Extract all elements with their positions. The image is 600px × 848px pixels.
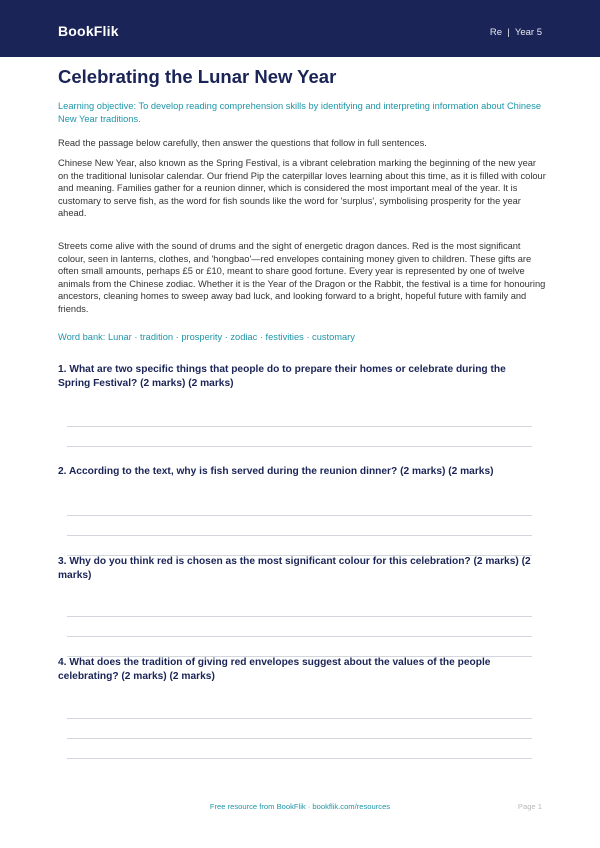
answer-line[interactable]: [67, 426, 532, 427]
answer-line[interactable]: [67, 636, 532, 637]
question-2: 2. According to the text, why is fish served during the reunion dinner? (2 marks) (2 marks): [58, 466, 494, 477]
answer-line[interactable]: [67, 718, 532, 719]
page-header: [0, 0, 600, 57]
subject-year-label: Re | Year 5: [489, 27, 542, 38]
answer-line[interactable]: [67, 758, 532, 759]
passage-paragraph: Streets come alive with the sound of drums and the sight of energetic dragon dances. Red is the most significant colour, seen in lanterns, clothes, and 'hongbao'—red envelopes containing money given to children. These gifts are often small amounts, perhaps £5 or £10, meant to share good fortune. Every year is represented by one of twelve animals from the Chinese zodiac. Whether it is the Year of the Dragon or the Rabbit, the festival is a time for honouring ancestors, cleaning homes to sweep away bad luck, and looking forward to a bright, hopeful future with family and friends.: [58, 241, 546, 314]
answer-line[interactable]: [67, 446, 532, 447]
page-number: Page 1: [517, 802, 542, 811]
answer-line[interactable]: [67, 535, 532, 536]
learning-objective: Learning objective: To develop reading comprehension skills by identifying and interpreting information about Chinese New Year traditions.: [58, 101, 542, 124]
answer-line[interactable]: [67, 616, 532, 617]
word-bank: Word bank: Lunar · tradition · prosperity · zodiac · festivities · customary: [58, 332, 355, 342]
answer-line[interactable]: [67, 515, 532, 516]
passage-paragraph: Chinese New Year, also known as the Spring Festival, is a vibrant celebration marking the beginning of the new year on the traditional lunisolar calendar. Our friend Pip the caterpillar loves learning about this time, as it is filled with colour and meaning. Families gather for a reunion dinner, which is considered the most important meal of the year. It is customary to serve fish, as the word for fish sounds like the word for 'surplus', symbolising prosperity for the year ahead.: [58, 158, 546, 218]
question-1: 1. What are two specific things that people do to prepare their homes or celebrate during the Spring Festival? (2 marks) (2 marks): [58, 364, 506, 389]
question-4: 4. What does the tradition of giving red envelopes suggest about the values of the people celebrating? (2 marks) (2 marks): [58, 657, 491, 682]
instruction-text: Read the passage below carefully, then answer the questions that follow in full sentences.: [58, 138, 427, 148]
footer-text: Free resource from BookFlik · bookflik.com/resources: [209, 802, 391, 811]
brand-logo: BookFlik: [58, 23, 119, 39]
answer-line[interactable]: [67, 738, 532, 739]
question-3: 3. Why do you think red is chosen as the most significant colour for this celebration? (2 marks) (2 marks): [58, 556, 531, 581]
page-title: Celebrating the Lunar New Year: [58, 66, 337, 87]
